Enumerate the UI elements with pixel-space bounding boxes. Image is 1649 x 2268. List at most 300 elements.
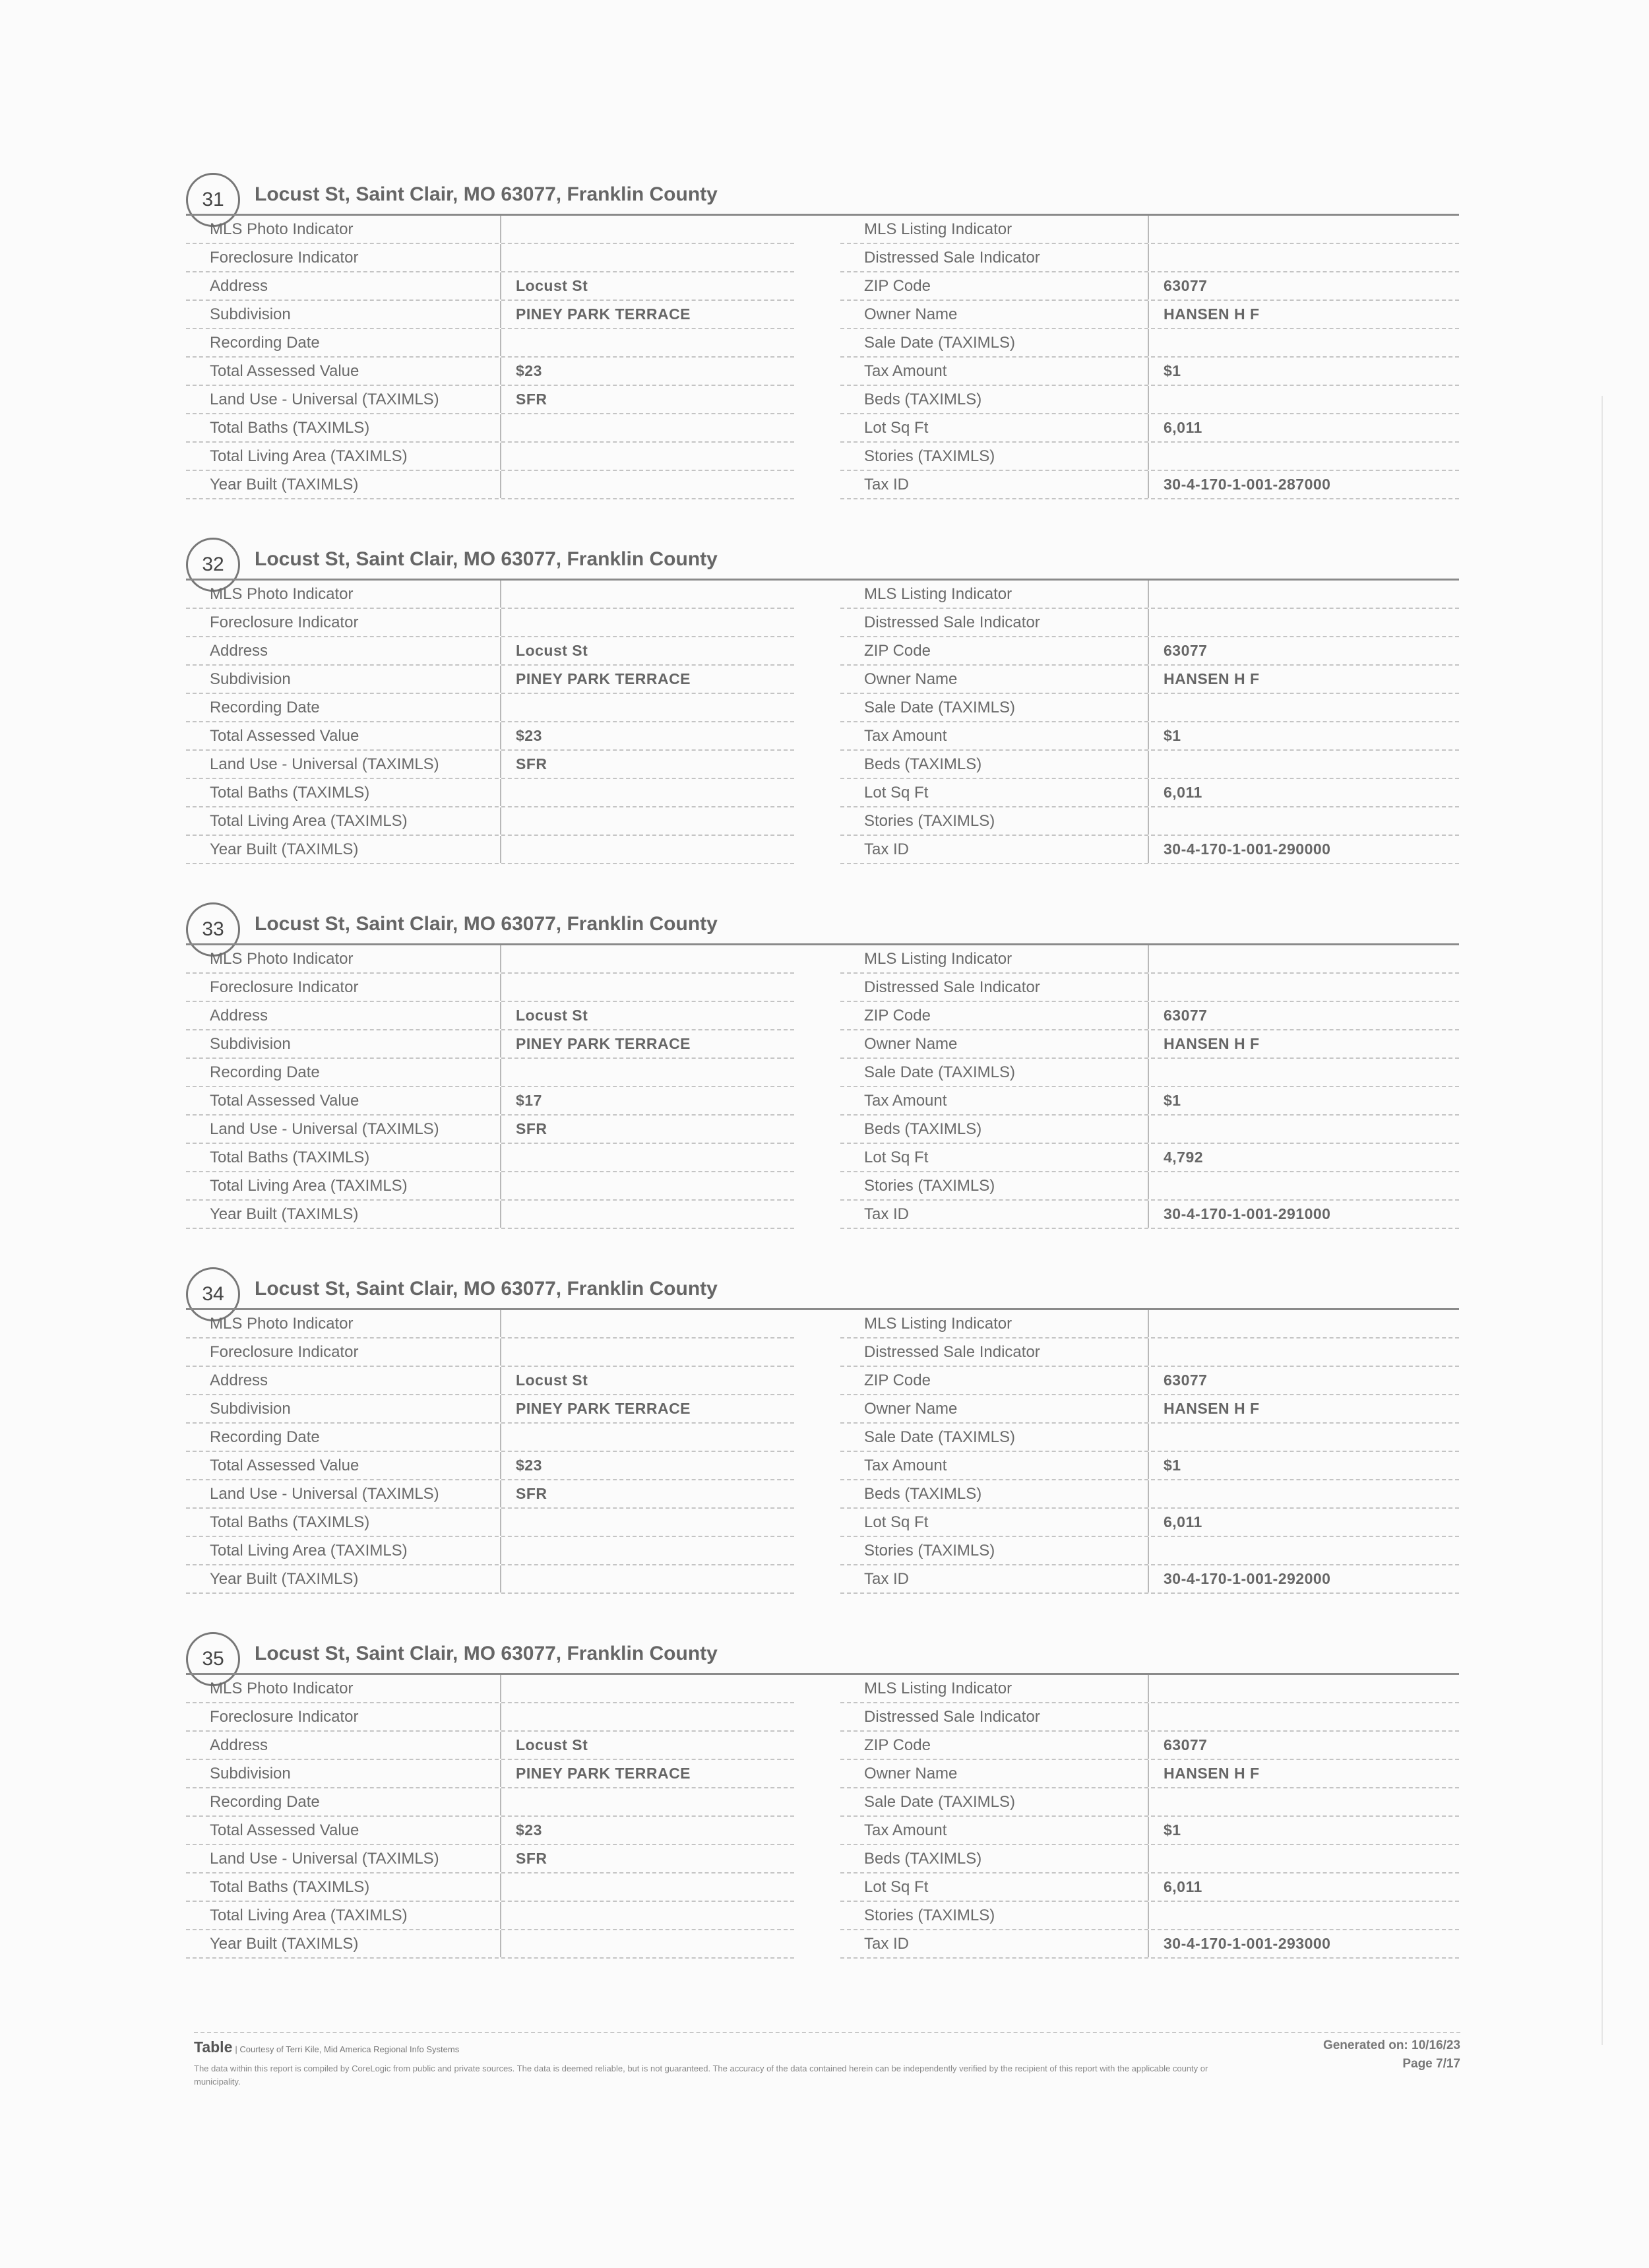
field-value: 63077 xyxy=(1148,1367,1459,1394)
field-value xyxy=(1148,1172,1459,1199)
field-value: HANSEN H F xyxy=(1148,1395,1459,1422)
field-label: Tax Amount xyxy=(864,1091,947,1110)
field-value: 30-4-170-1-001-291000 xyxy=(1148,1201,1459,1228)
field-row xyxy=(186,974,794,1002)
field-value: $23 xyxy=(500,1452,794,1479)
field-label: Stories (TAXIMLS) xyxy=(864,1541,995,1559)
field-row xyxy=(840,1144,1459,1172)
field-value xyxy=(500,1310,794,1337)
field-value xyxy=(1148,581,1459,608)
field-label: Owner Name xyxy=(864,670,958,688)
field-label: Total Baths (TAXIMLS) xyxy=(210,418,370,437)
field-row xyxy=(840,1310,1459,1339)
field-label: Total Baths (TAXIMLS) xyxy=(210,1513,370,1531)
field-label: Recording Date xyxy=(210,333,320,352)
field-label: Owner Name xyxy=(864,1399,958,1418)
field-value: HANSEN H F xyxy=(1148,301,1459,328)
field-value xyxy=(1148,945,1459,972)
field-label: Total Living Area (TAXIMLS) xyxy=(210,811,408,830)
field-value: HANSEN H F xyxy=(1148,1030,1459,1057)
field-label: Recording Date xyxy=(210,698,320,716)
field-label: Land Use - Universal (TAXIMLS) xyxy=(210,755,439,773)
field-row xyxy=(186,1424,794,1452)
field-label: Foreclosure Indicator xyxy=(210,978,359,996)
scan-edge-shadow xyxy=(1602,396,1603,2045)
field-row xyxy=(840,1424,1459,1452)
field-value: 63077 xyxy=(1148,1732,1459,1759)
field-row xyxy=(840,216,1459,244)
field-value xyxy=(500,694,794,721)
property-record xyxy=(186,173,1459,493)
field-value: SFR xyxy=(500,1845,794,1872)
field-row xyxy=(186,1144,794,1172)
field-label: Subdivision xyxy=(210,670,291,688)
field-value: $1 xyxy=(1148,1087,1459,1114)
field-row xyxy=(186,272,794,301)
left-column xyxy=(186,1310,794,1594)
field-row xyxy=(840,471,1459,499)
field-row xyxy=(186,386,794,414)
property-record xyxy=(186,1632,1459,1953)
property-record xyxy=(186,902,1459,1223)
field-value xyxy=(1148,1116,1459,1143)
field-label: Recording Date xyxy=(210,1428,320,1446)
field-row xyxy=(840,1788,1459,1817)
field-value xyxy=(500,1339,794,1366)
field-row xyxy=(840,443,1459,471)
field-row xyxy=(840,1537,1459,1565)
field-label: Subdivision xyxy=(210,1399,291,1418)
field-label: Sale Date (TAXIMLS) xyxy=(864,1792,1015,1811)
field-value: SFR xyxy=(500,751,794,778)
field-label: Foreclosure Indicator xyxy=(210,248,359,267)
record-table xyxy=(186,1308,1459,1594)
field-row xyxy=(840,386,1459,414)
field-label: Year Built (TAXIMLS) xyxy=(210,1205,359,1223)
field-row xyxy=(186,443,794,471)
field-label: Subdivision xyxy=(210,1764,291,1782)
field-label: Recording Date xyxy=(210,1792,320,1811)
record-title: Locust St, Saint Clair, MO 63077, Franklin County xyxy=(255,913,718,935)
field-value xyxy=(500,443,794,470)
field-label: Year Built (TAXIMLS) xyxy=(210,475,359,493)
field-row xyxy=(186,1452,794,1480)
field-value: 63077 xyxy=(1148,1002,1459,1029)
field-label: Sale Date (TAXIMLS) xyxy=(864,698,1015,716)
field-value: Locust St xyxy=(500,1367,794,1394)
field-row xyxy=(186,1339,794,1367)
field-label: Tax ID xyxy=(864,475,910,493)
field-label: MLS Photo Indicator xyxy=(210,1314,354,1333)
field-row xyxy=(840,1395,1459,1424)
field-value xyxy=(500,1930,794,1957)
field-label: MLS Photo Indicator xyxy=(210,1679,354,1697)
field-label: Stories (TAXIMLS) xyxy=(864,1906,995,1924)
field-value xyxy=(1148,244,1459,271)
field-label: ZIP Code xyxy=(864,641,931,660)
field-row xyxy=(840,807,1459,836)
field-value xyxy=(500,1172,794,1199)
field-value: 30-4-170-1-001-292000 xyxy=(1148,1565,1459,1592)
property-record xyxy=(186,1267,1459,1588)
field-label: Year Built (TAXIMLS) xyxy=(210,1569,359,1588)
field-label: Beds (TAXIMLS) xyxy=(864,1119,982,1138)
field-value xyxy=(1148,751,1459,778)
field-value xyxy=(500,836,794,863)
field-value: SFR xyxy=(500,386,794,413)
field-label: Tax Amount xyxy=(864,726,947,745)
record-table xyxy=(186,943,1459,1229)
field-row xyxy=(186,216,794,244)
field-row xyxy=(840,637,1459,666)
left-column xyxy=(186,216,794,499)
field-label: Owner Name xyxy=(864,305,958,323)
field-row xyxy=(840,1930,1459,1959)
field-value xyxy=(500,1509,794,1536)
field-label: Land Use - Universal (TAXIMLS) xyxy=(210,1119,439,1138)
field-value: 30-4-170-1-001-290000 xyxy=(1148,836,1459,863)
field-value xyxy=(500,1565,794,1592)
field-row xyxy=(840,272,1459,301)
field-row xyxy=(186,1509,794,1537)
right-column xyxy=(840,581,1459,864)
field-label: MLS Listing Indicator xyxy=(864,1679,1012,1697)
field-label: Total Baths (TAXIMLS) xyxy=(210,783,370,802)
field-value: $17 xyxy=(500,1087,794,1114)
left-column xyxy=(186,1675,794,1959)
field-row xyxy=(186,358,794,386)
field-row xyxy=(840,1172,1459,1201)
field-row xyxy=(186,1030,794,1059)
right-column xyxy=(840,216,1459,499)
field-value xyxy=(1148,443,1459,470)
field-label: MLS Listing Indicator xyxy=(864,584,1012,603)
field-label: Total Assessed Value xyxy=(210,1091,359,1110)
field-label: Distressed Sale Indicator xyxy=(864,1707,1040,1726)
field-label: Lot Sq Ft xyxy=(864,418,929,437)
field-value xyxy=(1148,807,1459,835)
field-row xyxy=(840,974,1459,1002)
field-row xyxy=(840,1902,1459,1930)
record-title: Locust St, Saint Clair, MO 63077, Franklin County xyxy=(255,1643,718,1664)
field-label: MLS Listing Indicator xyxy=(864,949,1012,968)
field-label: MLS Listing Indicator xyxy=(864,1314,1012,1333)
field-row xyxy=(840,1845,1459,1874)
field-label: Tax ID xyxy=(864,1205,910,1223)
field-label: Year Built (TAXIMLS) xyxy=(210,1934,359,1953)
field-value: Locust St xyxy=(500,272,794,299)
field-value xyxy=(500,471,794,498)
report-footer xyxy=(194,2032,1460,2087)
field-value xyxy=(1148,1902,1459,1929)
field-row xyxy=(186,694,794,722)
left-column xyxy=(186,945,794,1229)
field-row xyxy=(840,945,1459,974)
field-row xyxy=(186,1565,794,1594)
right-column xyxy=(840,1675,1459,1959)
field-row xyxy=(186,1395,794,1424)
field-value xyxy=(500,1675,794,1702)
field-row xyxy=(186,471,794,499)
field-label: Total Assessed Value xyxy=(210,726,359,745)
field-label: Lot Sq Ft xyxy=(864,1513,929,1531)
field-value xyxy=(1148,1059,1459,1086)
field-value: $23 xyxy=(500,1817,794,1844)
field-row xyxy=(186,1059,794,1087)
field-label: Stories (TAXIMLS) xyxy=(864,1176,995,1195)
field-row xyxy=(186,609,794,637)
field-row xyxy=(840,1480,1459,1509)
field-value: PINEY PARK TERRACE xyxy=(500,1760,794,1787)
record-title: Locust St, Saint Clair, MO 63077, Franklin County xyxy=(255,183,718,205)
record-number-badge: 31 xyxy=(186,173,240,227)
field-row xyxy=(840,1201,1459,1229)
field-value xyxy=(500,216,794,243)
field-value xyxy=(1148,329,1459,356)
field-value: 6,011 xyxy=(1148,414,1459,441)
field-value: $1 xyxy=(1148,1452,1459,1479)
field-row xyxy=(840,244,1459,272)
field-label: Year Built (TAXIMLS) xyxy=(210,840,359,858)
field-value: 6,011 xyxy=(1148,1509,1459,1536)
field-row xyxy=(186,581,794,609)
field-row xyxy=(186,244,794,272)
field-row xyxy=(840,1509,1459,1537)
field-value xyxy=(1148,1703,1459,1730)
field-value xyxy=(500,329,794,356)
field-label: Lot Sq Ft xyxy=(864,1877,929,1896)
field-row xyxy=(186,1367,794,1395)
field-label: ZIP Code xyxy=(864,1736,931,1754)
field-value: $1 xyxy=(1148,1817,1459,1844)
field-row xyxy=(186,1116,794,1144)
record-number-badge: 32 xyxy=(186,538,240,592)
field-value: HANSEN H F xyxy=(1148,1760,1459,1787)
field-value xyxy=(500,945,794,972)
field-label: Total Assessed Value xyxy=(210,1821,359,1839)
field-row xyxy=(186,637,794,666)
field-label: Distressed Sale Indicator xyxy=(864,248,1040,267)
field-value: 30-4-170-1-001-287000 xyxy=(1148,471,1459,498)
field-label: Land Use - Universal (TAXIMLS) xyxy=(210,1484,439,1503)
field-label: Subdivision xyxy=(210,1034,291,1053)
record-table xyxy=(186,1673,1459,1959)
field-label: Tax ID xyxy=(864,840,910,858)
field-row xyxy=(840,1732,1459,1760)
field-label: Recording Date xyxy=(210,1063,320,1081)
field-row xyxy=(840,1675,1459,1703)
field-value: SFR xyxy=(500,1480,794,1507)
field-value: PINEY PARK TERRACE xyxy=(500,1395,794,1422)
field-label: MLS Listing Indicator xyxy=(864,220,1012,238)
field-label: Beds (TAXIMLS) xyxy=(864,1484,982,1503)
field-row xyxy=(186,807,794,836)
record-table xyxy=(186,579,1459,864)
field-value: Locust St xyxy=(500,1002,794,1029)
field-label: Distressed Sale Indicator xyxy=(864,1342,1040,1361)
field-value xyxy=(1148,1537,1459,1564)
field-value: Locust St xyxy=(500,1732,794,1759)
field-label: Beds (TAXIMLS) xyxy=(864,1849,982,1868)
field-value: 30-4-170-1-001-293000 xyxy=(1148,1930,1459,1957)
field-row xyxy=(186,836,794,864)
left-column xyxy=(186,581,794,864)
generated-date: Generated on: 10/16/23 xyxy=(1322,2038,1460,2052)
field-row xyxy=(186,1817,794,1845)
field-row xyxy=(186,1537,794,1565)
field-value xyxy=(500,1201,794,1228)
field-row xyxy=(840,836,1459,864)
field-label: MLS Photo Indicator xyxy=(210,220,354,238)
field-value xyxy=(500,414,794,441)
field-label: ZIP Code xyxy=(864,1371,931,1389)
field-value xyxy=(500,1144,794,1171)
field-label: Sale Date (TAXIMLS) xyxy=(864,1428,1015,1446)
field-label: Stories (TAXIMLS) xyxy=(864,811,995,830)
field-row xyxy=(840,1874,1459,1902)
field-value xyxy=(500,1059,794,1086)
field-row xyxy=(840,1452,1459,1480)
field-row xyxy=(186,1172,794,1201)
field-label: Land Use - Universal (TAXIMLS) xyxy=(210,1849,439,1868)
field-row xyxy=(840,1116,1459,1144)
footer-title xyxy=(194,2038,459,2056)
field-label: Total Living Area (TAXIMLS) xyxy=(210,1541,408,1559)
field-row xyxy=(840,1367,1459,1395)
footer-courtesy: | Courtesy of Terri Kile, Mid America Regional Info Systems xyxy=(235,2044,460,2054)
field-row xyxy=(840,1339,1459,1367)
field-row xyxy=(840,722,1459,751)
field-label: Total Living Area (TAXIMLS) xyxy=(210,447,408,465)
right-column xyxy=(840,945,1459,1229)
field-value xyxy=(500,581,794,608)
record-number-badge: 33 xyxy=(186,902,240,957)
field-label: Tax Amount xyxy=(864,1456,947,1474)
field-row xyxy=(840,358,1459,386)
field-label: Address xyxy=(210,276,268,295)
field-value xyxy=(1148,1480,1459,1507)
field-row xyxy=(840,329,1459,358)
field-label: Total Living Area (TAXIMLS) xyxy=(210,1906,408,1924)
field-label: Foreclosure Indicator xyxy=(210,613,359,631)
field-value xyxy=(500,244,794,271)
field-value xyxy=(1148,1845,1459,1872)
field-row xyxy=(186,751,794,779)
field-label: Stories (TAXIMLS) xyxy=(864,447,995,465)
field-row xyxy=(186,1087,794,1116)
field-row xyxy=(186,1703,794,1732)
footer-disclaimer: The data within this report is compiled by CoreLogic from public and private sources. The data is deemed reliable, but is not guaranteed. The accuracy of the data contained herein can be independently verified by the recipient of this report with the applicable county or municipality. xyxy=(194,2063,1208,2087)
field-label: Address xyxy=(210,1736,268,1754)
field-value xyxy=(500,974,794,1001)
field-row xyxy=(186,329,794,358)
record-number-badge: 34 xyxy=(186,1267,240,1321)
field-label: Land Use - Universal (TAXIMLS) xyxy=(210,390,439,408)
field-label: Beds (TAXIMLS) xyxy=(864,390,982,408)
field-row xyxy=(186,1732,794,1760)
footer-title-text: Table xyxy=(194,2038,233,2056)
field-label: Sale Date (TAXIMLS) xyxy=(864,1063,1015,1081)
field-value: HANSEN H F xyxy=(1148,666,1459,693)
footer-divider xyxy=(194,2032,1460,2033)
field-value xyxy=(500,1902,794,1929)
field-label: Foreclosure Indicator xyxy=(210,1707,359,1726)
field-row xyxy=(840,301,1459,329)
field-row xyxy=(840,1059,1459,1087)
field-value xyxy=(1148,609,1459,636)
field-row xyxy=(186,1675,794,1703)
field-row xyxy=(186,1845,794,1874)
field-label: Tax ID xyxy=(864,1569,910,1588)
field-value: $1 xyxy=(1148,358,1459,385)
right-column xyxy=(840,1310,1459,1594)
record-number-badge: 35 xyxy=(186,1632,240,1686)
record-table xyxy=(186,214,1459,499)
field-label: Owner Name xyxy=(864,1764,958,1782)
field-label: Beds (TAXIMLS) xyxy=(864,755,982,773)
field-value xyxy=(1148,1424,1459,1451)
field-value xyxy=(500,1703,794,1730)
field-label: Lot Sq Ft xyxy=(864,1148,929,1166)
field-value xyxy=(500,1788,794,1815)
field-row xyxy=(840,609,1459,637)
field-value: 6,011 xyxy=(1148,1874,1459,1901)
field-value xyxy=(500,609,794,636)
field-value xyxy=(1148,974,1459,1001)
field-value: 63077 xyxy=(1148,637,1459,664)
field-row xyxy=(840,694,1459,722)
field-label: Total Assessed Value xyxy=(210,362,359,380)
field-label: Foreclosure Indicator xyxy=(210,1342,359,1361)
field-row xyxy=(186,1902,794,1930)
field-row xyxy=(840,1002,1459,1030)
field-value xyxy=(1148,694,1459,721)
field-row xyxy=(840,666,1459,694)
field-row xyxy=(186,1480,794,1509)
field-value: SFR xyxy=(500,1116,794,1143)
field-value: PINEY PARK TERRACE xyxy=(500,666,794,693)
field-label: ZIP Code xyxy=(864,1006,931,1024)
field-value xyxy=(1148,1675,1459,1702)
field-row xyxy=(186,779,794,807)
field-row xyxy=(186,1874,794,1902)
field-row xyxy=(840,1087,1459,1116)
field-label: MLS Photo Indicator xyxy=(210,584,354,603)
field-row xyxy=(840,779,1459,807)
field-label: Total Baths (TAXIMLS) xyxy=(210,1148,370,1166)
field-value: $1 xyxy=(1148,722,1459,749)
field-label: Distressed Sale Indicator xyxy=(864,978,1040,996)
field-row xyxy=(186,1002,794,1030)
field-row xyxy=(840,751,1459,779)
field-value xyxy=(1148,386,1459,413)
field-value: PINEY PARK TERRACE xyxy=(500,1030,794,1057)
field-row xyxy=(840,581,1459,609)
field-value xyxy=(500,807,794,835)
field-value: 63077 xyxy=(1148,272,1459,299)
field-label: Sale Date (TAXIMLS) xyxy=(864,333,1015,352)
field-value xyxy=(1148,216,1459,243)
field-row xyxy=(840,1565,1459,1594)
field-value: PINEY PARK TERRACE xyxy=(500,301,794,328)
field-row xyxy=(186,414,794,443)
field-value xyxy=(500,1537,794,1564)
field-row xyxy=(186,1310,794,1339)
field-row xyxy=(186,1788,794,1817)
field-row xyxy=(186,722,794,751)
field-label: ZIP Code xyxy=(864,276,931,295)
field-label: Total Assessed Value xyxy=(210,1456,359,1474)
